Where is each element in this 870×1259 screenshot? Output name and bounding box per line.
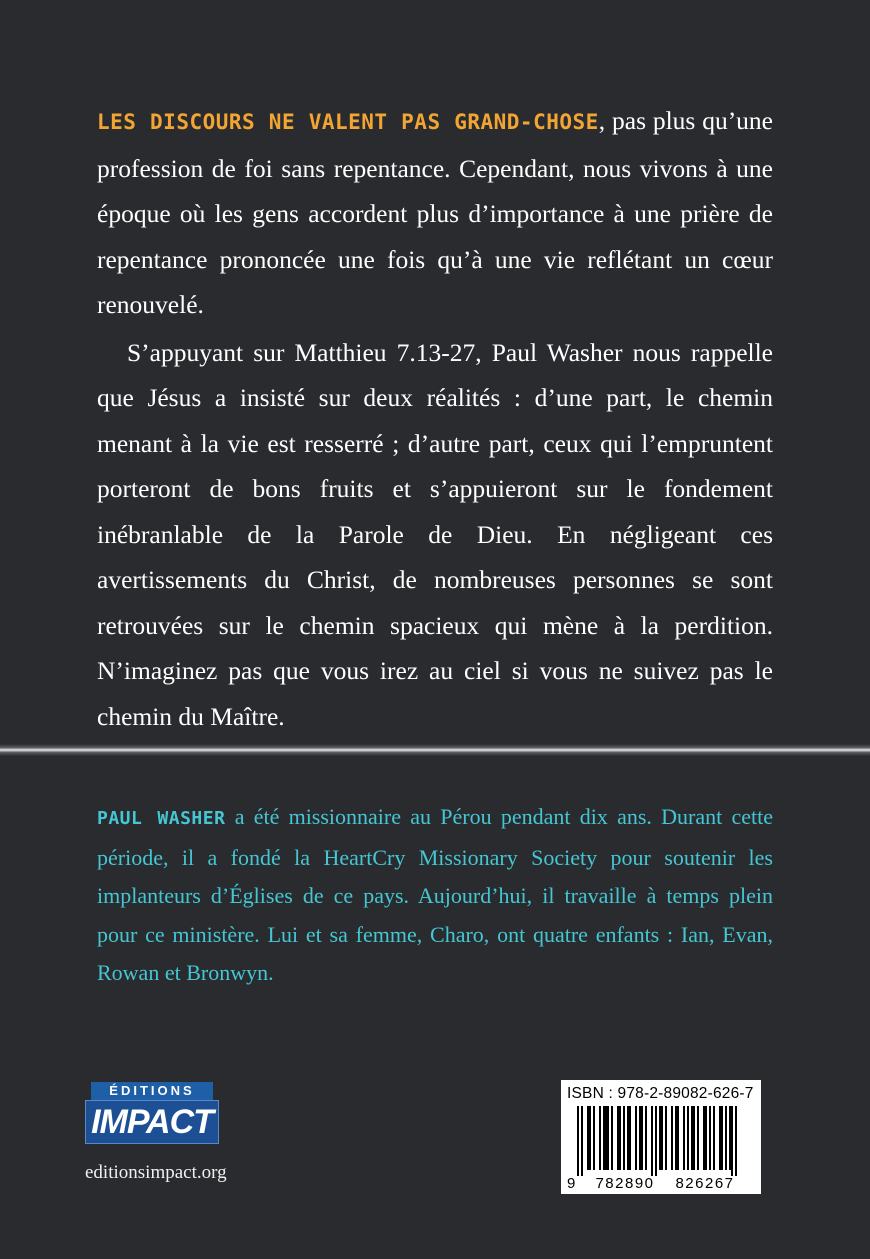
barcode-bar: [639, 1106, 641, 1170]
barcode-bar: [661, 1106, 663, 1170]
barcode-bar: [703, 1106, 705, 1170]
publisher-website: editionsimpact.org: [85, 1162, 227, 1183]
barcode-bar: [705, 1106, 707, 1170]
barcode-bar: [665, 1106, 667, 1170]
barcode-digits-left: 782890: [595, 1175, 655, 1192]
barcode-bar: [709, 1106, 711, 1170]
back-cover-blurb: [97, 98, 773, 739]
barcode-bar: [635, 1106, 637, 1170]
barcode-bar: [589, 1106, 591, 1170]
barcode-bar: [619, 1106, 621, 1170]
barcode-bar: [719, 1106, 721, 1170]
barcode-bar: [725, 1106, 727, 1170]
barcode-bar: [629, 1106, 631, 1170]
barcode-bar: [697, 1106, 699, 1170]
barcode-bar: [627, 1106, 629, 1170]
barcode-bar: [729, 1106, 731, 1170]
author-bio-text: a été missionnaire au Pérou pendant dix ans. Durant cette période, il a fondé la HeartCry Missionary Society pour soutenir les implanteurs d’Églises de ce pays. Aujourd’hui, il travaille à temps plein pour ce ministère. Lui et sa femme, Charo, ont quatre enfants : Ian, Evan, Rowan et Bronwyn.: [97, 804, 773, 986]
barcode-digits-right: 826267: [675, 1175, 735, 1192]
barcode-bars: [577, 1106, 737, 1176]
author-name: PAUL WASHER: [97, 808, 226, 829]
barcode-bar: [587, 1106, 589, 1170]
barcode-bar: [677, 1106, 679, 1170]
barcode-bar: [603, 1106, 605, 1170]
publisher-logo: [85, 1082, 219, 1146]
blurb-paragraph-1-text: , pas plus qu’une profession de foi sans repentance. Cependant, nous vivons à une époque où les gens accordent plus d’importance à une prière de repentance prononcée une fois qu’à une vie reflétant un cœur renouvelé.: [97, 106, 773, 319]
author-bio: [97, 798, 773, 993]
blurb-paragraph-2: S’appuyant sur Matthieu 7.13-27, Paul Washer nous rappelle que Jésus a insisté sur deux réalités : d’une part, le chemin menant à la vie est resserré ; d’autre part, ceux qui l’empruntent porteront de bons fruits et s’appuieront sur le fondement inébranlable de la Parole de Dieu. En négligeant ces avertissements du Christ, de nombreuses personnes se sont retrouvées sur le chemin spacieux qui mène à la perdition. N’imaginez pas que vous irez au ciel si vous ne suivez pas le chemin du Maître.: [97, 337, 773, 731]
barcode-bar: [645, 1106, 647, 1170]
author-bio-paragraph: [97, 798, 773, 993]
barcode-bar: [605, 1106, 607, 1170]
barcode-bar: [599, 1106, 601, 1170]
barcode-bar: [617, 1106, 619, 1170]
barcode-bar: [735, 1106, 737, 1176]
barcode-digit-lead: 9: [567, 1175, 576, 1192]
blurb-paragraph-1: [97, 98, 773, 328]
barcode-bar: [611, 1106, 613, 1170]
barcode-bar: [651, 1106, 653, 1176]
barcode-bar: [593, 1106, 595, 1170]
publisher-logo-top: ÉDITIONS: [91, 1082, 213, 1100]
barcode-bar: [693, 1106, 695, 1170]
barcode-bar: [687, 1106, 689, 1170]
barcode-bar: [577, 1106, 579, 1176]
barcode-bar: [655, 1106, 657, 1176]
barcode-bar: [641, 1106, 643, 1170]
barcode-bar: [581, 1106, 583, 1176]
barcode-bar: [683, 1106, 685, 1170]
barcode-bar: [713, 1106, 715, 1170]
isbn-label: ISBN : 978-2-89082-626-7: [567, 1085, 754, 1102]
section-divider: [0, 744, 870, 756]
barcode-bar: [731, 1106, 733, 1176]
blurb-lead-phrase: LES DISCOURS NE VALENT PAS GRAND-CHOSE: [97, 110, 599, 134]
barcode-bar: [721, 1106, 723, 1170]
barcode-bar: [659, 1106, 661, 1170]
barcode-bar: [671, 1106, 673, 1170]
barcode-bar: [675, 1106, 677, 1170]
barcode-bar: [607, 1106, 609, 1170]
publisher-logo-main: IMPACT: [85, 1100, 219, 1144]
isbn-barcode-box: [561, 1080, 761, 1194]
barcode-bar: [623, 1106, 625, 1170]
barcode-bar: [691, 1106, 693, 1170]
